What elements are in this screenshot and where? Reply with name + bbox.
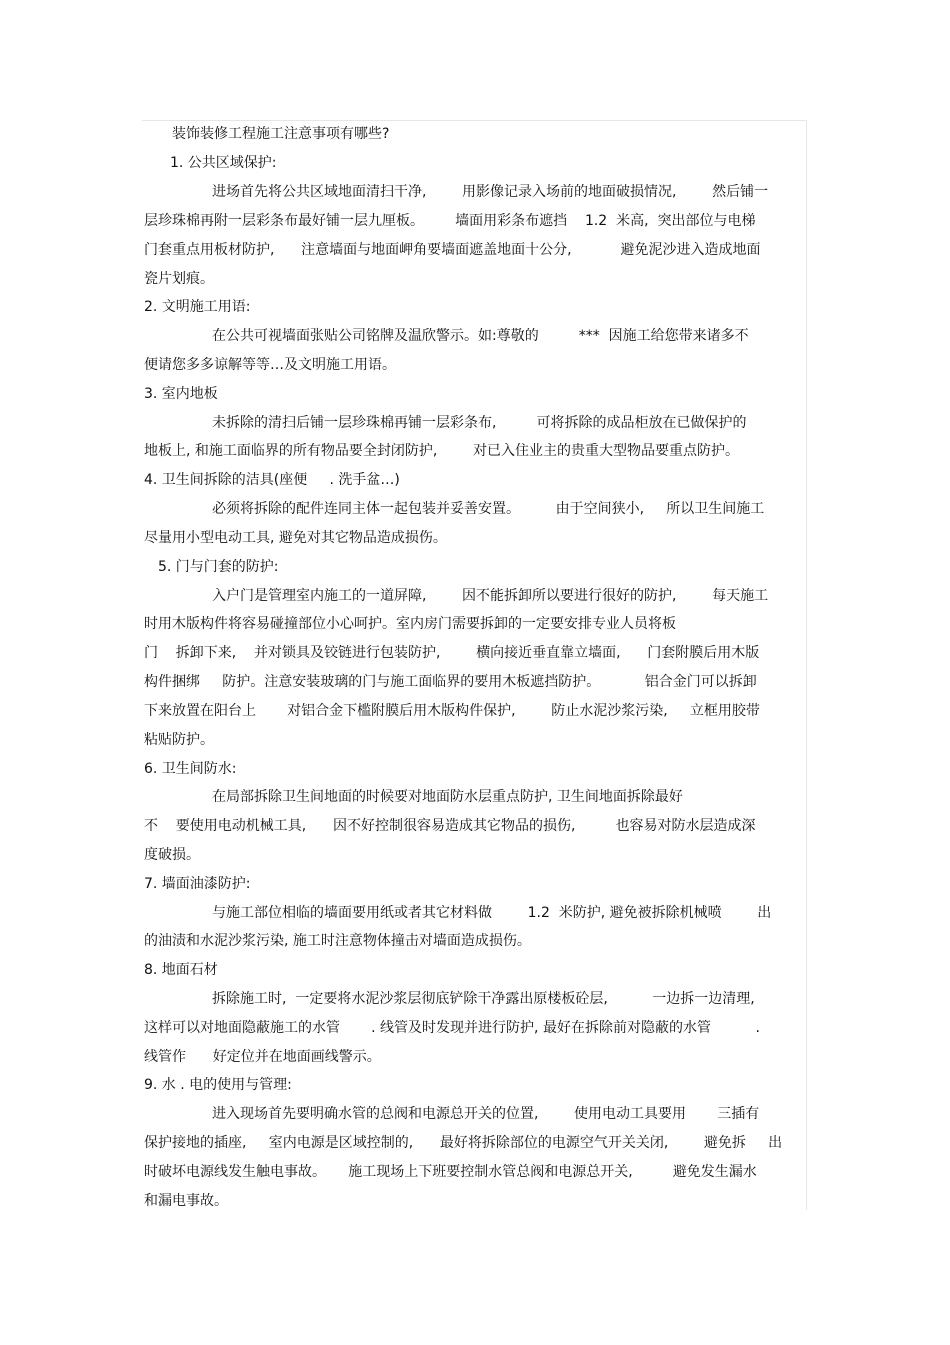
section-heading: 5. 门与门套的防护:	[158, 559, 279, 575]
body-line: 与施工部位相临的墙面要用纸或者其它材料做 1.2 米防护, 避免被拆除机械喷 出	[212, 905, 772, 921]
body-line: 不 要使用电动机械工具, 因不好控制很容易造成其它物品的损伤, 也容易对防水层造成深	[144, 818, 756, 834]
body-line: 层珍珠棉再附一层彩条布最好铺一层九厘板。 墙面用彩条布遮挡 1.2 米高, 突出部位与电梯	[144, 213, 756, 229]
body-line: 进入现场首先要明确水管的总阀和电源总开关的位置, 使用电动工具要用 三插有	[212, 1106, 760, 1122]
body-line: 便请您多多谅解等等…及文明施工用语。	[144, 357, 396, 373]
section-heading: 9. 水 . 电的使用与管理:	[144, 1077, 292, 1093]
section-heading: 7. 墙面油漆防护:	[144, 876, 251, 892]
body-line: 未拆除的清扫后铺一层珍珠棉再铺一层彩条布, 可将拆除的成品柜放在已做保护的	[212, 415, 747, 431]
body-line: 门套重点用板材防护, 注意墙面与地面岬角要墙面遮盖地面十公分, 避免泥沙进入造成地面	[144, 242, 761, 258]
section-heading: 6. 卫生间防水:	[144, 761, 237, 777]
body-line: 时破坏电源线发生触电事故。 施工现场上下班要控制水管总阀和电源总开关, 避免发生漏水	[144, 1164, 757, 1180]
section-heading: 3. 室内地板	[144, 386, 218, 402]
body-line: 入户门是管理室内施工的一道屏障, 因不能拆卸所以要进行很好的防护, 每天施工	[212, 588, 769, 604]
body-line: 构件捆绑 防护。注意安装玻璃的门与施工面临界的要用木板遮挡防护。 铝合金门可以拆卸	[144, 674, 757, 690]
body-line: 地板上, 和施工面临界的所有物品要全封闭防护, 对已入住业主的贵重大型物品要重点防护。	[144, 443, 739, 459]
body-line: 在局部拆除卫生间地面的时候要对地面防水层重点防护, 卫生间地面拆除最好	[212, 789, 683, 805]
body-line: 拆除施工时, 一定要将水泥沙浆层彻底铲除干净露出原楼板砼层, 一边拆一边清理,	[212, 991, 755, 1007]
body-line: 和漏电事故。	[144, 1193, 228, 1209]
section-heading: 8. 地面石材	[144, 962, 218, 978]
body-line: 进场首先将公共区域地面清扫干净, 用影像记录入场前的地面破损情况, 然后铺一	[212, 184, 769, 200]
body-line: 尽量用小型电动工具, 避免对其它物品造成损伤。	[144, 530, 447, 546]
body-line: 粘贴防护。	[144, 732, 214, 748]
body-line: 的油渍和水泥沙浆污染, 施工时注意物体撞击对墙面造成损伤。	[144, 933, 531, 949]
body-line: 时用木版构件将容易碰撞部位小心呵护。室内房门需要拆卸的一定要安排专业人员将板	[144, 616, 676, 632]
section-heading: 4. 卫生间拆除的洁具(座便 . 洗手盆…)	[144, 472, 400, 488]
body-line: 下来放置在阳台上 对铝合金下槛附膜后用木版构件保护, 防止水泥沙浆污染, 立框用胶带	[144, 703, 760, 719]
body-line: 保护接地的插座, 室内电源是区域控制的, 最好将拆除部位的电源空气开关关闭, 避免拆 出	[144, 1135, 783, 1151]
body-line: 瓷片划痕。	[144, 271, 214, 287]
section-heading: 1. 公共区域保护:	[170, 155, 277, 171]
body-line: 必须将拆除的配件连同主体一起包装并妥善安置。 由于空间狭小, 所以卫生间施工	[212, 501, 765, 517]
body-line: 度破损。	[144, 847, 200, 863]
page-frame	[142, 120, 807, 1210]
document-title: 装饰装修工程施工注意事项有哪些?	[172, 126, 390, 142]
body-line: 在公共可视墙面张贴公司铭牌及温欣警示。如:尊敬的 *** 因施工给您带来诸多不	[212, 328, 749, 344]
body-line: 线管作 好定位并在地面画线警示。	[144, 1049, 381, 1065]
section-heading: 2. 文明施工用语:	[144, 299, 251, 315]
body-line: 门 拆卸下来, 并对锁具及铰链进行包装防护, 横向接近垂直靠立墙面, 门套附膜后用木版	[144, 645, 760, 661]
body-line: 这样可以对地面隐蔽施工的水管 . 线管及时发现并进行防护, 最好在拆除前对隐蔽的水管 .	[144, 1020, 760, 1036]
